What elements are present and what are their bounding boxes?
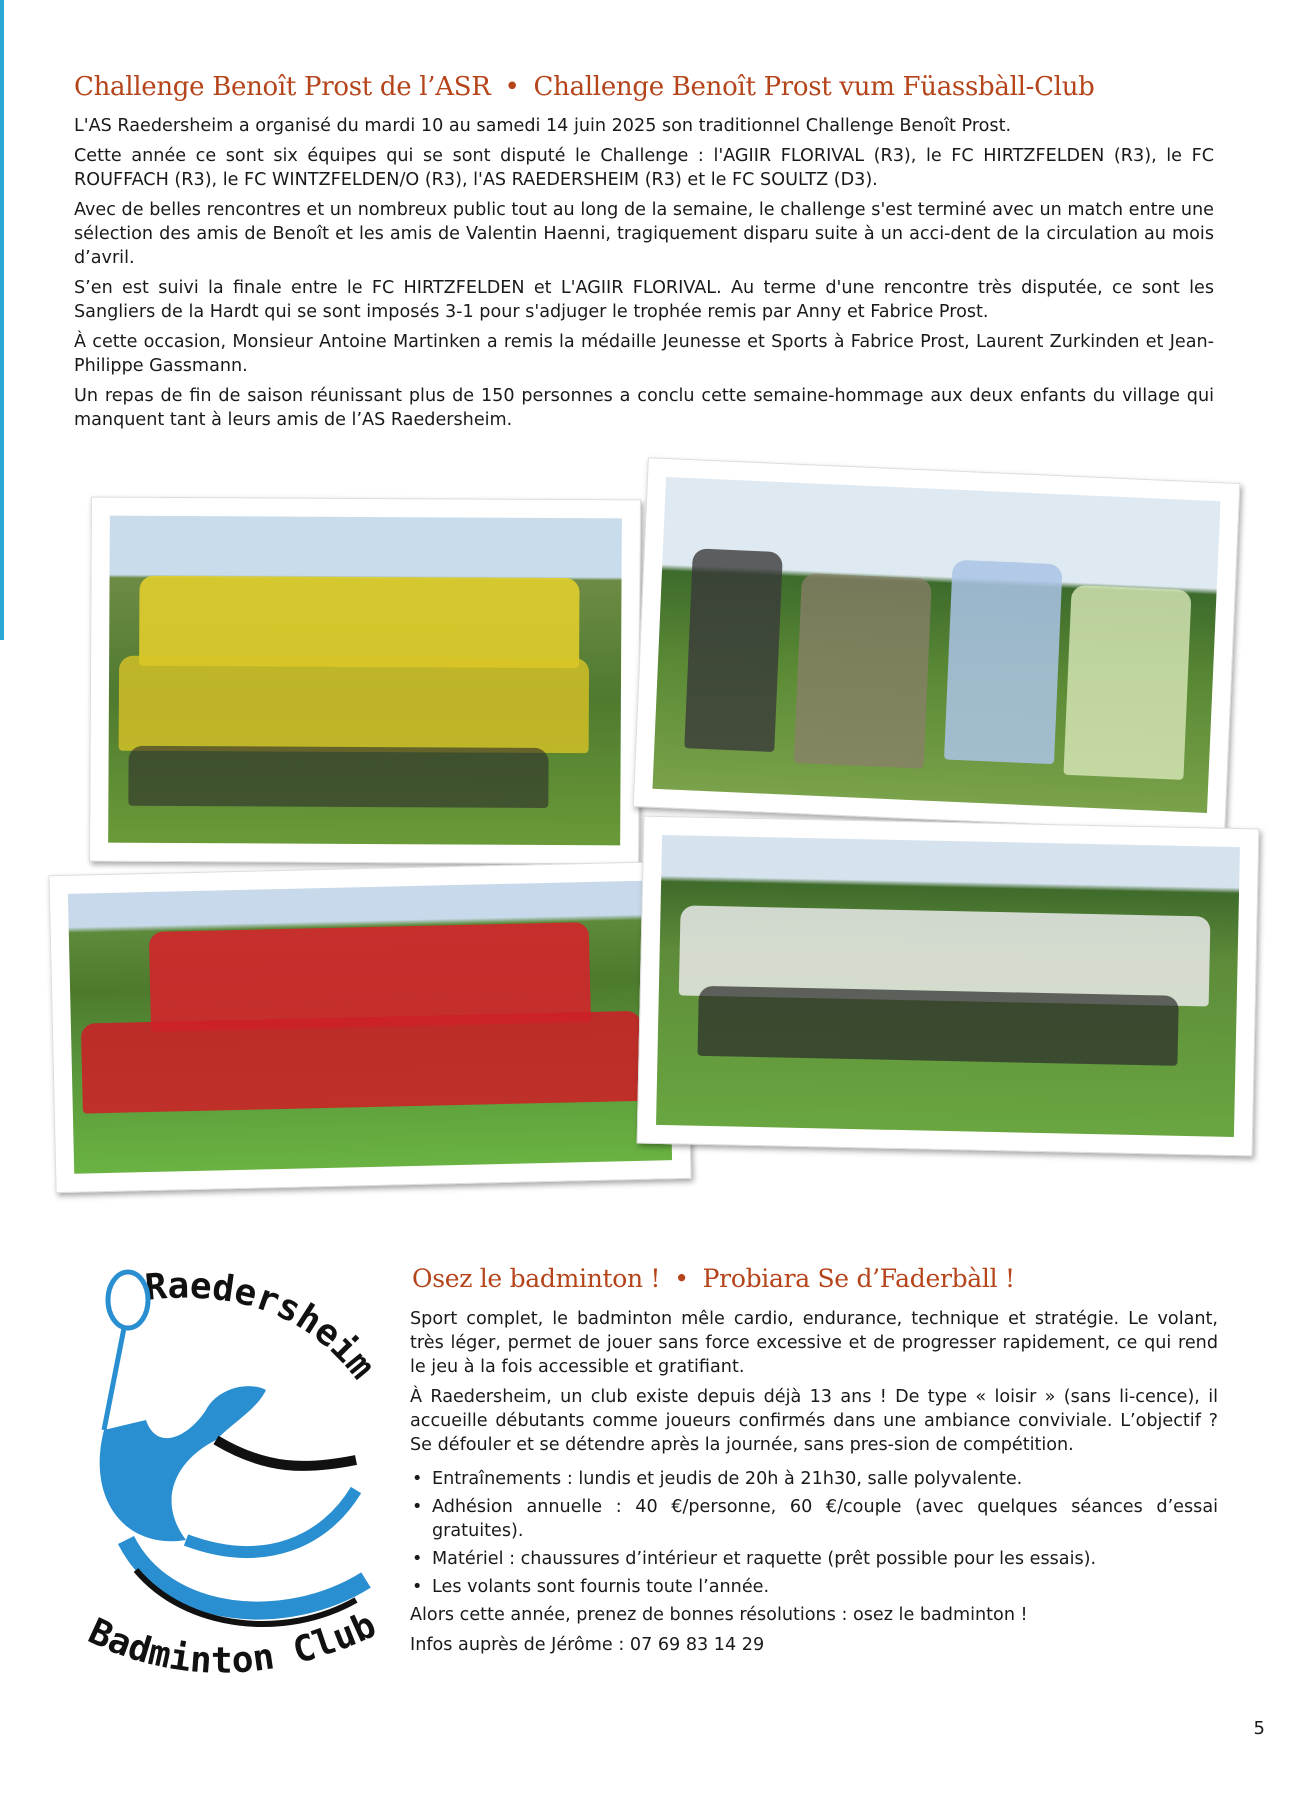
- badminton-club-logo: [66, 1240, 396, 1710]
- page-number: 5: [1253, 1718, 1265, 1739]
- football-title-fr: Challenge Benoît Prost de l’ASR: [74, 72, 491, 102]
- badminton-title-als: Probiara Se d’Faderbàll !: [702, 1264, 1015, 1293]
- logo-text-bottom: Badminton Club: [82, 1604, 383, 1682]
- football-paragraph: Avec de belles rencontres et un nombreux public tout au long de la semaine, le challenge s'est terminé avec un match entre une sélection des amis de Benoît et les amis de Valentin Haenni, tragiquement disparu suite à un acci-dent de la circulation au mois d’avril.: [74, 200, 1214, 268]
- football-paragraph: Un repas de fin de saison réunissant plus de 150 personnes a conclu cette semaine-hommage aux deux enfants du village qui manquent tant à leurs amis de l’AS Raedersheim.: [74, 386, 1214, 430]
- badminton-contact: Infos auprès de Jérôme : 07 69 83 14 29: [410, 1635, 765, 1655]
- racket-icon: [108, 1272, 148, 1328]
- badminton-info-list: [410, 1467, 1218, 1599]
- badminton-section-title: [412, 1264, 1015, 1293]
- photo-medal-ceremony-image: [652, 477, 1220, 813]
- title-separator: •: [504, 72, 520, 102]
- list-item: • Entraînements : lundis et jeudis de 20h à 21h30, salle polyvalente.: [410, 1467, 1218, 1491]
- photo-white-team: [637, 816, 1260, 1157]
- badminton-paragraph: Sport complet, le badminton mêle cardio, endurance, technique et stratégie. Le volant, très léger, permet de jouer sans force excessive et de progresser rapidement, ce qui rend le jeu à la fois accessible et gratifiant.: [410, 1309, 1218, 1377]
- title-separator: •: [674, 1264, 689, 1293]
- badminton-title-fr: Osez le badminton !: [412, 1264, 661, 1293]
- football-paragraph: À cette occasion, Monsieur Antoine Martinken a remis la médaille Jeunesse et Sports à Fabrice Prost, Laurent Zurkinden et Jean-Philippe Gassmann.: [74, 332, 1214, 376]
- badminton-closing: Alors cette année, prenez de bonnes résolutions : osez le badminton !: [410, 1605, 1028, 1625]
- football-paragraph: Cette année ce sont six équipes qui se sont disputé le Challenge : l'AGIIR FLORIVAL (R3), le FC HIRTZFELDEN (R3), le FC ROUFFACH (R3), le FC WINTZFELDEN/O (R3), l'AS RAEDERSHEIM (R3) et le FC SOULTZ (D3).: [74, 146, 1214, 190]
- list-item: • Les volants sont fournis toute l’année.: [410, 1575, 1218, 1599]
- football-section-title: [74, 72, 1094, 102]
- edge-accent-bar: [0, 0, 4, 640]
- photo-winning-team: [89, 497, 641, 865]
- photo-red-team: [48, 861, 691, 1193]
- photo-medal-ceremony: [633, 457, 1241, 833]
- player-silhouette: [100, 1386, 266, 1541]
- photo-winning-team-image: [108, 516, 622, 846]
- badminton-article: [410, 1307, 1218, 1663]
- list-item: • Matériel : chaussures d’intérieur et raquette (prêt possible pour les essais).: [410, 1547, 1218, 1571]
- logo-text-top: Raedersheim: [143, 1265, 383, 1387]
- football-article: [74, 114, 1214, 438]
- football-paragraph: L'AS Raedersheim a organisé du mardi 10 au samedi 14 juin 2025 son traditionnel Challenge Benoît Prost.: [74, 116, 1012, 136]
- photo-white-team-image: [656, 835, 1240, 1137]
- football-paragraph: S’en est suivi la finale entre le FC HIRTZFELDEN et L'AGIIR FLORIVAL. Au terme d'une rencontre très disputée, ce sont les Sangliers de la Hardt qui se sont imposés 3-1 pour s'adjuger le trophée remis par Anny et Fabrice Prost.: [74, 278, 1214, 322]
- photo-red-team-image: [68, 880, 672, 1173]
- list-item: • Adhésion annuelle : 40 €/personne, 60 €/couple (avec quelques séances d’essai gratuites).: [410, 1495, 1218, 1543]
- badminton-paragraph: À Raedersheim, un club existe depuis déjà 13 ans ! De type « loisir » (sans li-cence), il accueille débutants comme joueurs confirmés dans une ambiance conviviale. L’objectif ? Se défouler et se détendre après la journée, sans pres-sion de compétition.: [410, 1387, 1218, 1455]
- football-title-als: Challenge Benoît Prost vum Füassbàll-Club: [533, 72, 1095, 102]
